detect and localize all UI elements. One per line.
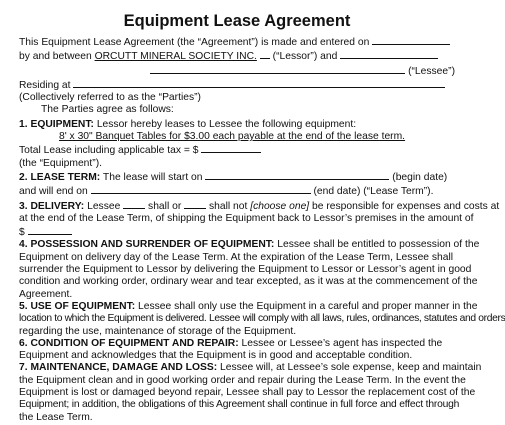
lessee-word: Lessee	[84, 200, 121, 212]
section-7-line-1	[19, 362, 482, 374]
section-7-line-3: Equipment is lost or damaged beyond repair, Lessee shall pay to Lessor the replacement cost of the	[19, 387, 476, 399]
section-7-line-2: the Equipment clean and in good working order and repair during the Lease Term. In the event the	[19, 374, 466, 386]
lessor-name: ORCUTT MINERAL SOCIETY INC.	[94, 51, 257, 63]
section-3-heading: 3. DELIVERY:	[19, 200, 85, 212]
lessee-name-blank[interactable]	[150, 64, 405, 74]
section-1-heading: 1. EQUIPMENT:	[19, 118, 94, 130]
section-1-text: Lessor hereby leases to Lessee the following equipment:	[93, 118, 357, 130]
section-7-text: Lessee will, at Lessee’s sole expense, keep and maintain	[217, 362, 482, 374]
by-between-text: by and between	[19, 51, 92, 63]
end-date-label: (end date) (“Lease Term”).	[313, 186, 434, 198]
section-1-equipment: (the “Equipment”).	[19, 157, 102, 169]
residing-label: Residing at	[19, 79, 71, 91]
section-5-line-3: regarding the use, maintenance of storage of the Equipment.	[19, 325, 297, 337]
section-2-line-2	[19, 184, 474, 198]
lessee-tag: (“Lessee”)	[408, 65, 455, 77]
section-4-heading: 4. POSSESSION AND SURRENDER OF EQUIPMENT:	[19, 239, 275, 251]
section-4-line-2: Equipment on delivery day of the Lease Term. At the expiration of the Lease Term, Lessee shall	[19, 251, 454, 263]
residing-line	[19, 78, 474, 92]
section-6-text: Lessee or Lessee’s agent has inspected the	[238, 337, 443, 349]
tax-blank[interactable]	[201, 143, 261, 153]
section-4-line-4: condition and working order, ordinary wear and tear excepted, as it was at the commencement of the	[19, 276, 478, 288]
section-3-line-1	[19, 199, 500, 213]
section-5-line-2: location to which the Equipment is delivered. Lessee will comply with all laws, rules, ordinances, statutes and orders	[19, 313, 505, 325]
section-3-text: be responsible for expenses and costs at	[309, 200, 500, 212]
lessor-blank[interactable]	[260, 49, 270, 59]
agree-line: The Parties agree as follows:	[41, 104, 174, 116]
section-1-tax	[19, 143, 474, 157]
section-3-line-2: at the end of the Lease Term, of shipping the Equipment back to Lessor’s premises in the amount of	[19, 212, 474, 224]
intro-text: This Equipment Lease Agreement (the “Agreement”) is made and entered on	[19, 37, 370, 48]
intro-line-2	[19, 49, 474, 63]
document-title: Equipment Lease Agreement	[123, 12, 351, 30]
section-7-line-5: the Lease Term.	[19, 411, 93, 423]
section-3-line-3	[19, 225, 474, 239]
section-5-line-1	[19, 300, 478, 313]
lessor-choice-blank[interactable]	[184, 199, 206, 209]
section-2-text: The lease will start on	[100, 171, 203, 183]
section-7-line-4: Equipment; in addition, the obligations of this Agreement shall continue in full force and effect through	[19, 399, 460, 411]
choose-one-note: [choose one]	[250, 200, 310, 212]
lessee-choice-blank[interactable]	[123, 199, 145, 209]
lessee-blank-short[interactable]	[340, 49, 438, 59]
tax-label: Total Lease including applicable tax = $	[19, 145, 199, 157]
amount-label: $	[19, 227, 25, 239]
date-blank[interactable]	[372, 35, 450, 45]
section-2-heading: 2. LEASE TERM:	[19, 171, 101, 183]
section-4-text: Lessee shall be entitled to possession of the	[274, 239, 480, 251]
intro-line-3	[19, 64, 474, 78]
section-6-heading: 6. CONDITION OF EQUIPMENT AND REPAIR:	[19, 337, 239, 349]
section-6-line-1	[19, 338, 474, 350]
start-date-blank[interactable]	[205, 170, 389, 180]
section-1-item	[19, 131, 474, 143]
intro-line-1	[19, 35, 474, 49]
section-5-heading: 5. USE OF EQUIPMENT:	[19, 300, 136, 312]
address-blank[interactable]	[73, 78, 445, 88]
section-4-line-1	[19, 239, 480, 251]
section-1-line-1	[19, 119, 474, 131]
section-2-line-1	[19, 170, 474, 184]
collectively-line: (Collectively referred to as the “Parties”)	[19, 92, 201, 104]
shall-or-text: shall or	[145, 200, 182, 212]
section-5-text: Lessee shall only use the Equipment in a careful and proper manner in the	[135, 300, 478, 312]
section-4-line-5: Agreement.	[19, 288, 73, 300]
equipment-item: 8' x 30" Banquet Tables for $3.00 each payable at the end of the lease term.	[59, 131, 406, 143]
end-date-blank[interactable]	[91, 184, 311, 194]
section-4-line-3: surrender the Equipment to Lessor by delivering the Equipment to Lessor or Lessor’s agent in good	[19, 264, 472, 276]
shall-not-text: shall not	[206, 200, 251, 212]
end-label: and will end on	[19, 186, 88, 198]
amount-blank[interactable]	[28, 225, 72, 235]
section-6-line-2: Equipment and acknowledges that the Equipment is in good and acceptable condition.	[19, 350, 413, 362]
lessor-tag: (“Lessor”) and	[272, 51, 338, 63]
begin-date-label: (begin date)	[392, 171, 448, 183]
section-7-heading: 7. MAINTENANCE, DAMAGE AND LOSS:	[19, 362, 218, 374]
